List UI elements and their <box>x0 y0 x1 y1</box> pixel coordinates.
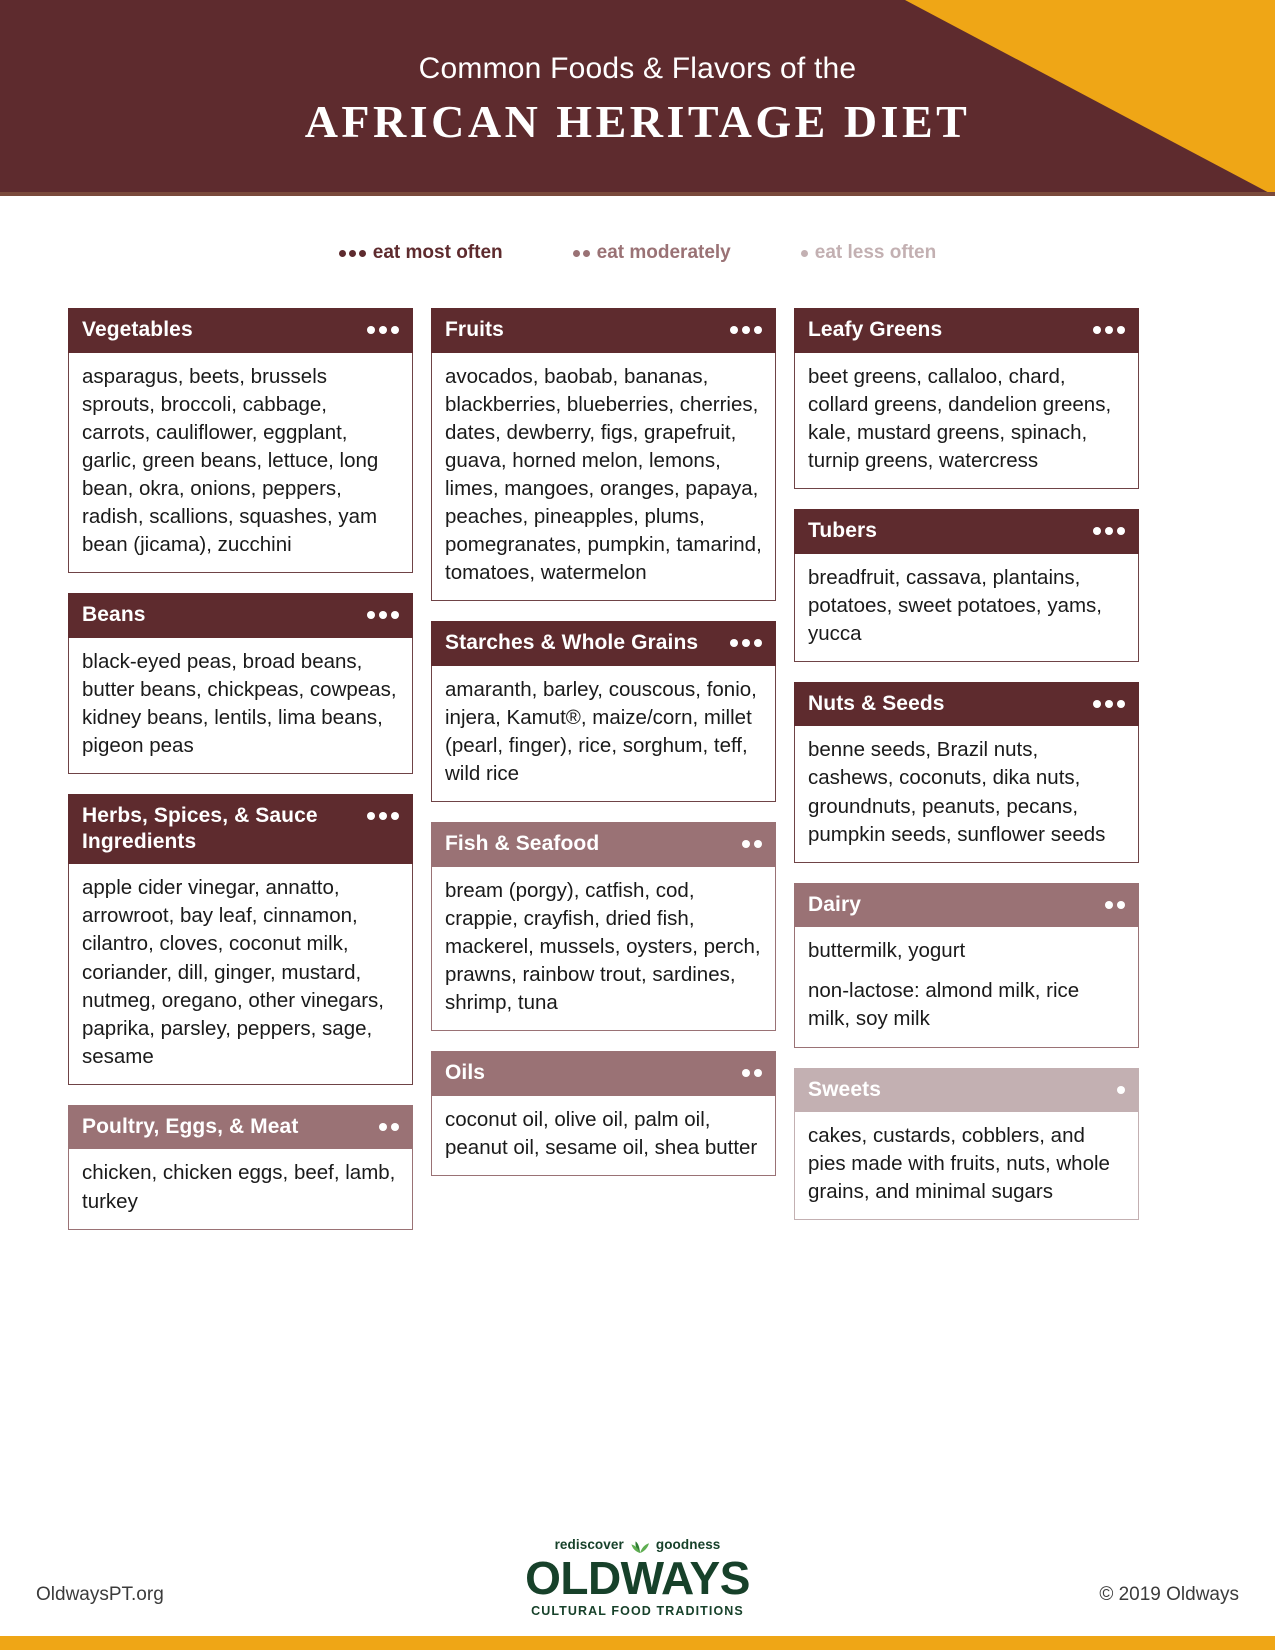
food-category-card <box>68 308 413 573</box>
food-category-card <box>431 822 776 1031</box>
card-title: Nuts & Seeds <box>808 691 945 715</box>
card-item-list: chicken, chicken eggs, beef, lamb, turkey <box>82 1161 396 1213</box>
food-category-card <box>794 308 1139 489</box>
frequency-dots-icon <box>359 812 399 820</box>
card-title: Oils <box>445 1061 486 1085</box>
card-body <box>68 638 413 774</box>
legend-item-eat-less-often <box>801 242 936 264</box>
card-body <box>68 864 413 1085</box>
card-item-list: benne seeds, Brazil nuts, cashews, coconuts, dika nuts, groundnuts, peanuts, pecans, pumpkin seeds, sunflower seeds <box>808 738 1106 846</box>
legend-item-eat-moderately <box>573 242 731 264</box>
card-body <box>431 1096 776 1176</box>
category-column-1 <box>68 308 413 1250</box>
card-item-list: beet greens, callaloo, chard, collard greens, dandelion greens, kale, mustard greens, spinach, turnip greens, watercress <box>808 364 1112 472</box>
card-item-list: apple cider vinegar, annatto, arrowroot, bay leaf, cinnamon, cilantro, cloves, coconut milk, coriander, dill, ginger, mustard, nutmeg, oregano, other vinegars, paprika, parsley, peppers, sage, sesame <box>82 876 384 1068</box>
card-body <box>68 1149 413 1229</box>
frequency-dots-icon <box>573 250 590 257</box>
food-category-card <box>794 1068 1139 1221</box>
food-category-card <box>794 883 1139 1048</box>
leaf-icon <box>629 1537 651 1553</box>
header-text-block <box>0 0 1275 147</box>
logo-wordmark: OLDWAYS <box>525 1551 750 1604</box>
food-category-card <box>431 308 776 601</box>
card-body <box>794 927 1139 1047</box>
card-header <box>431 621 776 666</box>
frequency-dots-icon <box>734 1069 762 1077</box>
card-title: Poultry, Eggs, & Meat <box>82 1114 299 1138</box>
card-body <box>794 726 1139 862</box>
card-header <box>794 682 1139 727</box>
card-header <box>794 1068 1139 1113</box>
frequency-dots-icon <box>734 840 762 848</box>
food-category-card <box>431 1051 776 1176</box>
card-header <box>794 883 1139 928</box>
card-title: Fish & Seafood <box>445 832 600 856</box>
card-item-list: buttermilk, yogurt <box>808 939 966 963</box>
card-header <box>68 794 413 864</box>
page-footer <box>0 1460 1275 1650</box>
card-item-list: black-eyed peas, broad beans, butter beans, chickpeas, cowpeas, kidney beans, lentils, lima beans, pigeon peas <box>82 649 397 757</box>
food-category-card <box>68 1105 413 1230</box>
oldways-logo <box>508 1537 768 1618</box>
card-body <box>431 666 776 802</box>
food-category-card <box>794 509 1139 662</box>
footer-gold-bar <box>0 1636 1275 1650</box>
card-body <box>794 554 1139 662</box>
card-header <box>431 1051 776 1096</box>
page-title: AFRICAN HERITAGE DIET <box>304 95 971 147</box>
card-item-list: cakes, custards, cobblers, and pies made with fruits, nuts, whole grains, and minimal sugars <box>808 1124 1110 1204</box>
legend-label: eat moderately <box>596 242 731 263</box>
frequency-dots-icon <box>1085 326 1125 334</box>
food-category-card <box>68 794 413 1085</box>
footer-copyright: © 2019 Oldways <box>1099 1584 1239 1605</box>
card-title: Leafy Greens <box>808 318 943 341</box>
header-subtitle: Common Foods & Flavors of the <box>418 52 857 85</box>
logo-tagline-right: goodness <box>655 1537 721 1553</box>
frequency-dots-icon <box>359 611 399 619</box>
card-body <box>794 1112 1139 1220</box>
frequency-dots-icon <box>722 326 762 334</box>
card-body <box>431 353 776 602</box>
footer-website-link[interactable]: OldwaysPT.org <box>36 1584 164 1605</box>
card-body <box>68 353 413 574</box>
card-item-list: breadfruit, cassava, plantains, potatoes, sweet potatoes, yams, yucca <box>808 565 1102 645</box>
header-bottom-rule <box>0 192 1275 196</box>
card-header <box>794 509 1139 554</box>
card-item-list: avocados, baobab, bananas, blackberries, blueberries, cherries, dates, dewberry, figs, grapefruit, guava, horned melon, lemons, limes, mangoes, oranges, papaya, peaches, pineapples, plums, pomegranates, pumpkin, tamarind, tomatoes, watermelon <box>445 364 762 585</box>
frequency-dots-icon <box>722 639 762 647</box>
card-header <box>431 822 776 867</box>
frequency-dots-icon <box>801 250 808 257</box>
card-item-list: coconut oil, olive oil, palm oil, peanut oil, sesame oil, shea butter <box>445 1107 758 1159</box>
legend-label: eat most often <box>372 242 503 263</box>
card-title: Dairy <box>808 892 862 916</box>
card-title: Vegetables <box>82 318 193 341</box>
card-body <box>431 867 776 1031</box>
card-title: Sweets <box>808 1077 881 1101</box>
frequency-dots-icon <box>1085 527 1125 535</box>
legend-label: eat less often <box>814 242 937 263</box>
card-header <box>431 308 776 353</box>
frequency-dots-icon <box>359 326 399 334</box>
logo-tagline-left: rediscover <box>554 1537 624 1553</box>
page-header <box>0 0 1275 196</box>
logo-tagline <box>508 1537 768 1553</box>
card-body <box>794 353 1139 489</box>
frequency-dots-icon <box>1109 1086 1125 1094</box>
frequency-legend <box>0 238 1275 268</box>
frequency-dots-icon <box>339 250 366 257</box>
food-category-card <box>794 682 1139 863</box>
card-item-list: asparagus, beets, brussels sprouts, broccoli, cabbage, carrots, cauliflower, eggplant, garlic, green beans, lettuce, long bean, okra, onions, peppers, radish, scallions, squashes, yam bean (jicama), zucchini <box>82 364 379 557</box>
card-header <box>68 593 413 638</box>
card-item-list: amaranth, barley, couscous, fonio, injera, Kamut®, maize/corn, millet (pearl, finger), rice, sorghum, teff, wild rice <box>445 677 757 786</box>
card-header <box>68 308 413 353</box>
food-category-columns <box>0 308 1275 1250</box>
card-title: Beans <box>82 603 146 627</box>
category-column-3 <box>794 308 1139 1240</box>
food-category-card <box>68 593 413 774</box>
card-title: Fruits <box>445 318 504 341</box>
card-header <box>68 1105 413 1150</box>
card-item-list-secondary: non-lactose: almond milk, rice milk, soy milk <box>808 979 1080 1031</box>
category-column-2 <box>431 308 776 1196</box>
legend-item-eat-most-often <box>339 242 503 264</box>
card-item-list: bream (porgy), catfish, cod, crappie, crayfish, dried fish, mackerel, mussels, oysters, perch, prawns, rainbow trout, sardines, shrimp, tuna <box>445 878 761 1015</box>
card-title: Starches & Whole Grains <box>445 631 699 655</box>
food-category-card <box>431 621 776 802</box>
frequency-dots-icon <box>1097 901 1125 909</box>
logo-subtitle: CULTURAL FOOD TRADITIONS <box>531 1604 744 1618</box>
frequency-dots-icon <box>1085 700 1125 708</box>
card-title: Herbs, Spices, & Sauce Ingredients <box>82 804 318 853</box>
card-header <box>794 308 1139 353</box>
card-title: Tubers <box>808 518 878 542</box>
frequency-dots-icon <box>371 1123 399 1131</box>
